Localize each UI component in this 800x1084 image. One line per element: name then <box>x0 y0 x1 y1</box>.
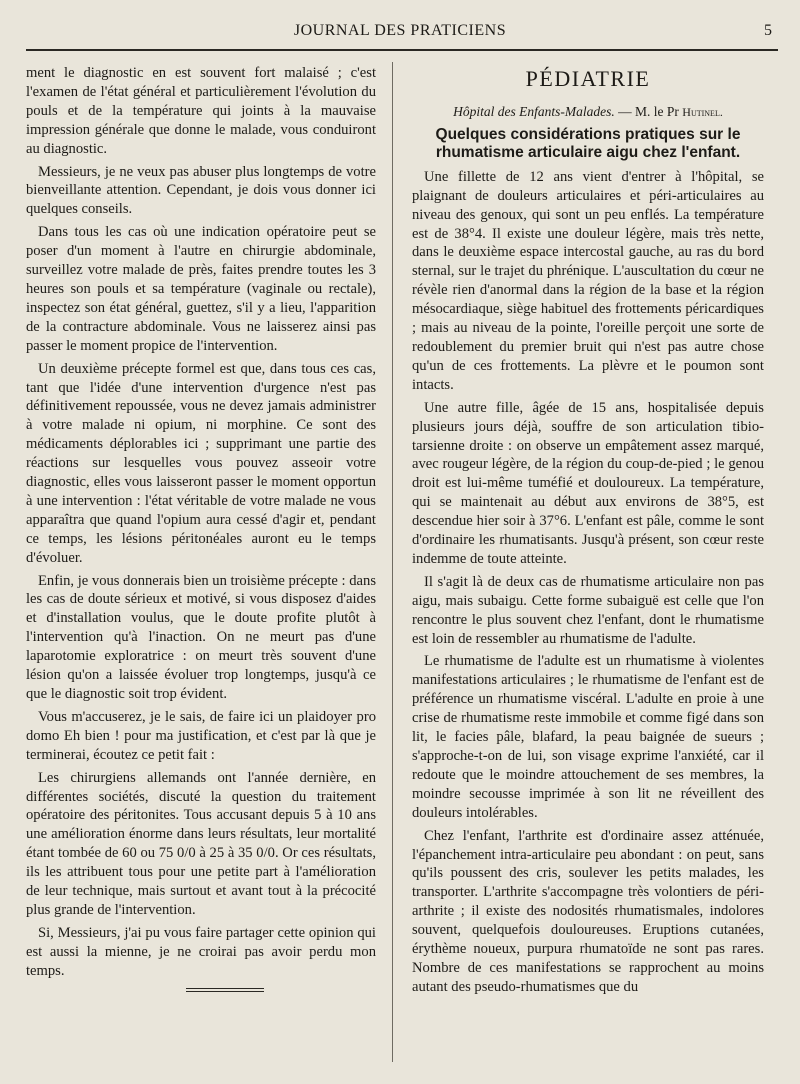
header-rule <box>26 49 778 51</box>
left-paragraph-7: Les chirurgiens allemands ont l'année dernière, en différentes sociétés, discuté la question du traitement opératoire des péritonites. Tous accusant depuis 5 à 10 ans une amélioration énorme dans leurs résultats, leur mortalité étant tombée de 60 ou 75 0/0 à 25 à 35 0/0. Or ces résultats, ils les attribuent tous pour une petite part à l'amélioration de leur technique, mais surtout et avant tout à la précocité plus grande de l'intervention. <box>26 769 376 918</box>
right-paragraph-3: Il s'agit là de deux cas de rhumatisme articulaire non pas aigu, mais subaigu. Cette forme subaiguë est celle que l'on rencontre le plus souvent chez l'enfant, dont le rhumatisme est loin de ressembler au rhumatisme de l'adulte. <box>412 573 764 647</box>
left-paragraph-6: Vous m'accuserez, je le sais, de faire ici un plaidoyer pro domo Eh bien ! pour ma justification, et c'est par là que je terminerai, écoutez ce petit fait : <box>26 708 376 763</box>
column-divider <box>392 62 393 1062</box>
byline <box>412 103 764 122</box>
section-title: PÉDIATRIE <box>525 66 651 91</box>
right-column <box>412 64 764 997</box>
byline-separator: — M. le Pr <box>614 103 683 119</box>
left-paragraph-1: ment le diagnostic en est souvent fort malaisé ; c'est l'examen de l'état général et particulièrement l'évolution du pouls et de la température qui joints à la mauvaise impression générale que donne le malade, vous conduiront au diagnostic. <box>26 65 376 157</box>
page-number: 5 <box>764 22 772 39</box>
left-paragraph-8: Si, Messieurs, j'ai pu vous faire partager cette opinion qui est aussi la mienne, je ne croirai pas avoir perdu mon temps. <box>26 924 376 979</box>
byline-hospital: Hôpital des Enfants-Malades. <box>453 103 615 119</box>
left-paragraph-5: Enfin, je vous donnerais bien un troisième précepte : dans les cas de doute sérieux et motivé, si vous disposez d'aides et d'installation voulus, que le doute profite plutôt à l'intervention qu'à l'inaction. On ne meurt pas d'une laparotomie exploratrice : on meurt très souvent d'une lésion qu'on a laissée évoluer trop longtemps, jusqu'à ce que le diagnostic soit trop évident. <box>26 572 376 702</box>
left-paragraph-3: Dans tous les cas où une indication opératoire peut se poser d'un moment à l'autre en chirurgie abdominale, surveillez votre malade de près, faites prendre toutes les 3 heures son pouls et sa température (vaginale ou rectale), inspectez son état général, guettez, s'il y a lieu, l'apparition de la contracture abdominale. Vous ne laisserez ainsi pas passer le moment propice de l'intervention. <box>26 224 376 354</box>
right-paragraph-2: Une autre fille, âgée de 15 ans, hospitalisée depuis plusieurs jours déjà, souffre de son articulation tibio-tarsienne droite : on observe un empâtement assez marqué, avec rougeur légère, de la région du coup-de-pied ; le genou droit est lui-même tuméfié et douloureux. La température, qui se maintenait au début aux environs de 38°5, est descendue hier soir à 37°6. L'enfant est pâle, comme le sont d'ordinaire les rhumatisants. Jusqu'à présent, son cœur reste indemme de toute atteinte. <box>412 399 764 567</box>
right-paragraph-4: Le rhumatisme de l'adulte est un rhumatisme à violentes manifestations articulaires ; le rhumatisme de l'enfant est de préférence un rhumatisme viscéral. L'adulte en proie à une crise de rhumatisme reste immobile et comme figé dans son lit, le facies pâle, blafard, la peau baignée de sueurs ; s'approche-t-on de lui, son visage exprime l'anxiété, car il redoute que le moindre attouchement de ses membres, la moindre secousse imprimée à son lit ne réveillent des douleurs intolérables. <box>412 653 764 821</box>
left-column <box>26 64 376 981</box>
end-of-article-rule <box>186 988 264 992</box>
right-paragraph-5: Chez l'enfant, l'arthrite est d'ordinaire assez atténuée, l'épanchement intra-articulaire peu abondant : on peut, sans qu'ils poussent des cris, soulever les petits malades, les transporter. L'arthrite s'accompagne très volontiers de péri-arthrite ; il existe des nodosités rhumatismales, indolores souvent, quelquefois douloureuses. Eruptions cutanées, érythème noueux, purpura rhumatoïde ne sont pas rares. Nombre de ces manifestations se rapprochent au moins autant des pseudo-rhumatismes que du <box>412 827 764 995</box>
left-paragraph-2: Messieurs, je ne veux pas abuser plus longtemps de votre bienveillante attention. Cependant, je dois vous donner ici quelques conseils. <box>26 163 376 218</box>
article-title: Quelques considérations pratiques sur le rhumatisme articulaire aigu chez l'enfant. <box>435 125 741 161</box>
left-paragraph-4: Un deuxième précepte formel est que, dans tous ces cas, tant que l'idée d'une intervention d'urgence n'est pas définitivement repoussée, vous ne devez jamais administrer à votre malade ni opium, ni morphine. Ce sont des médicaments déplorables ici ; supprimant une partie des réactions sur lesquelles vous pouvez asseoir votre diagnostic, elles vous laisseront passer le moment opportun à une intervention : l'état véritable de votre malade ne vous apparaîtra que quand l'opium aura cessé d'agir et, pendant ce temps, les lésions péritonéales auront eu le temps d'évoluer. <box>26 360 376 566</box>
running-head <box>0 18 800 42</box>
right-paragraph-1: Une fillette de 12 ans vient d'entrer à l'hôpital, se plaignant de douleurs articulaires et péri-articulaires au niveau des genoux, qui sont un peu enflés. La température est de 38°4. Il existe une douleur légère, mais très nette, dans le deuxième espace intercostal gauche, au ras du bord sternal, sur le trajet du phrénique. L'auscultation du cœur ne révèle rien d'anormal dans la région de la base et la région mésocardiaque, siège habituel des frottements péricardiques ; mais au niveau de la pointe, l'oreille perçoit une sorte de redoublement du premier bruit qui n'est pas autre chose qu'un de ces frottements. La plèvre et le poumon sont intacts. <box>412 168 764 393</box>
byline-author: Hutinel. <box>682 104 723 119</box>
running-title: JOURNAL DES PRATICIENS <box>293 22 507 39</box>
